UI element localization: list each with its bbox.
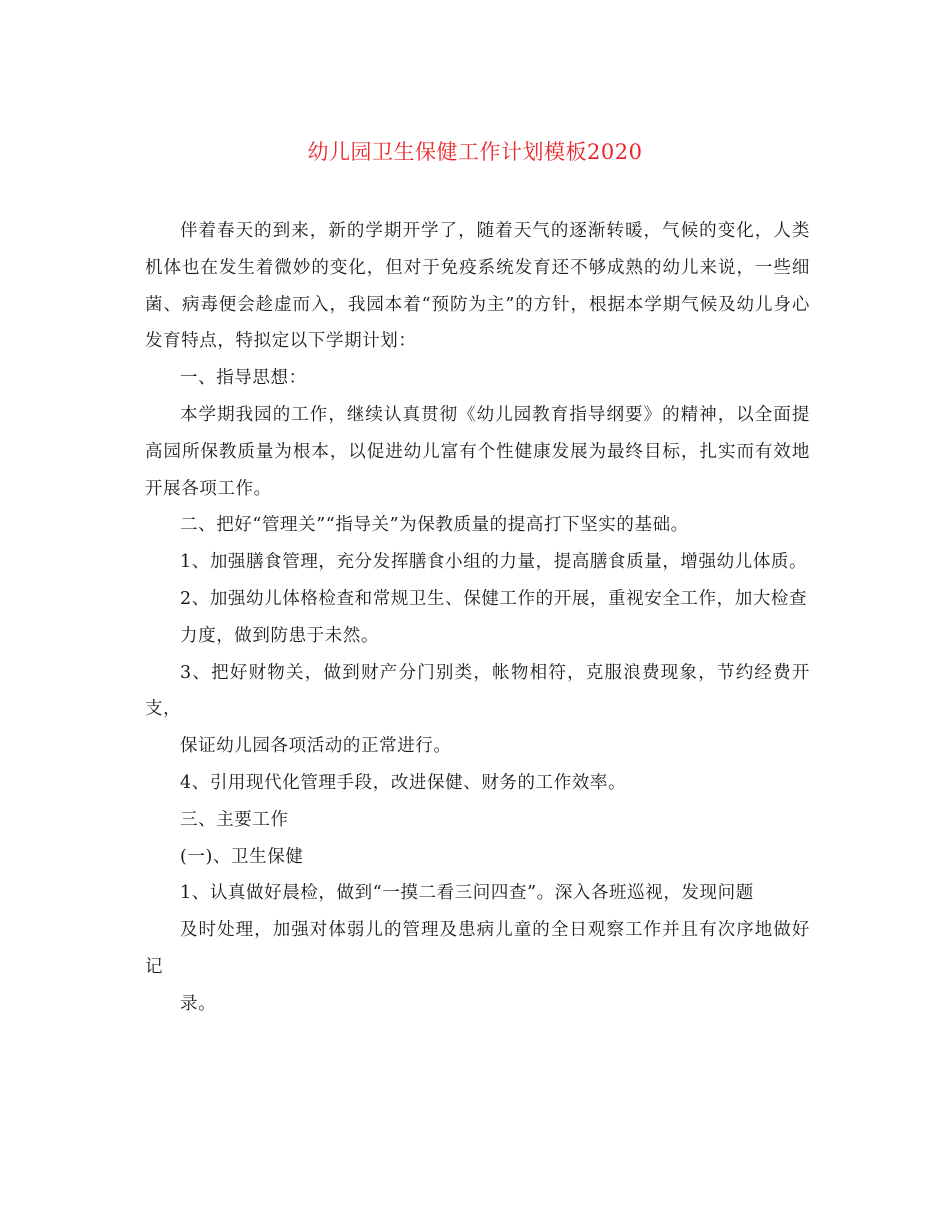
hygiene-item-1: 1、认真做好晨检，做到“一摸二看三问四查”。深入各班巡视，发现问题 — [180, 883, 754, 904]
paragraph-guiding-thought: 本学期我园的工作，继续认真贯彻《幼儿园教育指导纲要》的精神，以全面提高园所保教质量为根本，以促进幼儿富有个性健康发展为最终目标，扎实而有效地开展各项工作。 — [145, 404, 810, 499]
list-item-4: 4、引用现代化管理手段，改进保健、财务的工作效率。 — [180, 772, 627, 793]
heading-hygiene: (一)、卫生保健 — [180, 846, 304, 867]
hygiene-item-1-end: 录。 — [180, 993, 217, 1014]
list-item-3: 3、把好财物关，做到财产分门别类，帐物相符，克服浪费现象，节约经费开支， — [145, 662, 810, 720]
hygiene-item-1-continued: 及时处理，加强对体弱儿的管理及患病儿童的全日观察工作并且有次序地做好记 — [145, 920, 810, 977]
list-item-2: 2、加强幼儿体格检查和常规卫生、保健工作的开展，重视安全工作，加大检查 — [180, 588, 808, 609]
document-body — [145, 213, 810, 1023]
heading-guiding-thought: 一、指导思想： — [180, 368, 307, 389]
heading-main-work: 三、主要工作 — [180, 809, 289, 830]
list-item-2-continued: 力度，做到防患于未然。 — [180, 625, 380, 646]
document-title: 幼儿园卫生保健工作计划模板2020 — [307, 140, 643, 164]
heading-management: 二、把好“管理关”“指导关”为保教质量的提高打下坚实的基础。 — [180, 515, 689, 536]
list-item-3-continued: 保证幼儿园各项活动的正常进行。 — [180, 736, 452, 757]
paragraph-intro: 伴着春天的到来，新的学期开学了，随着天气的逐渐转暖，气候的变化，人类机体也在发生着微妙的变化，但对于免疫系统发育还不够成熟的幼儿来说，一些细菌、病毒便会趁虚而入，我园本着“预防为主”的方针，根据本学期气候及幼儿身心发育特点，特拟定以下学期计划： — [145, 221, 810, 352]
list-item-1: 1、加强膳食管理，充分发挥膳食小组的力量，提高膳食质量，增强幼儿体质。 — [180, 552, 808, 573]
